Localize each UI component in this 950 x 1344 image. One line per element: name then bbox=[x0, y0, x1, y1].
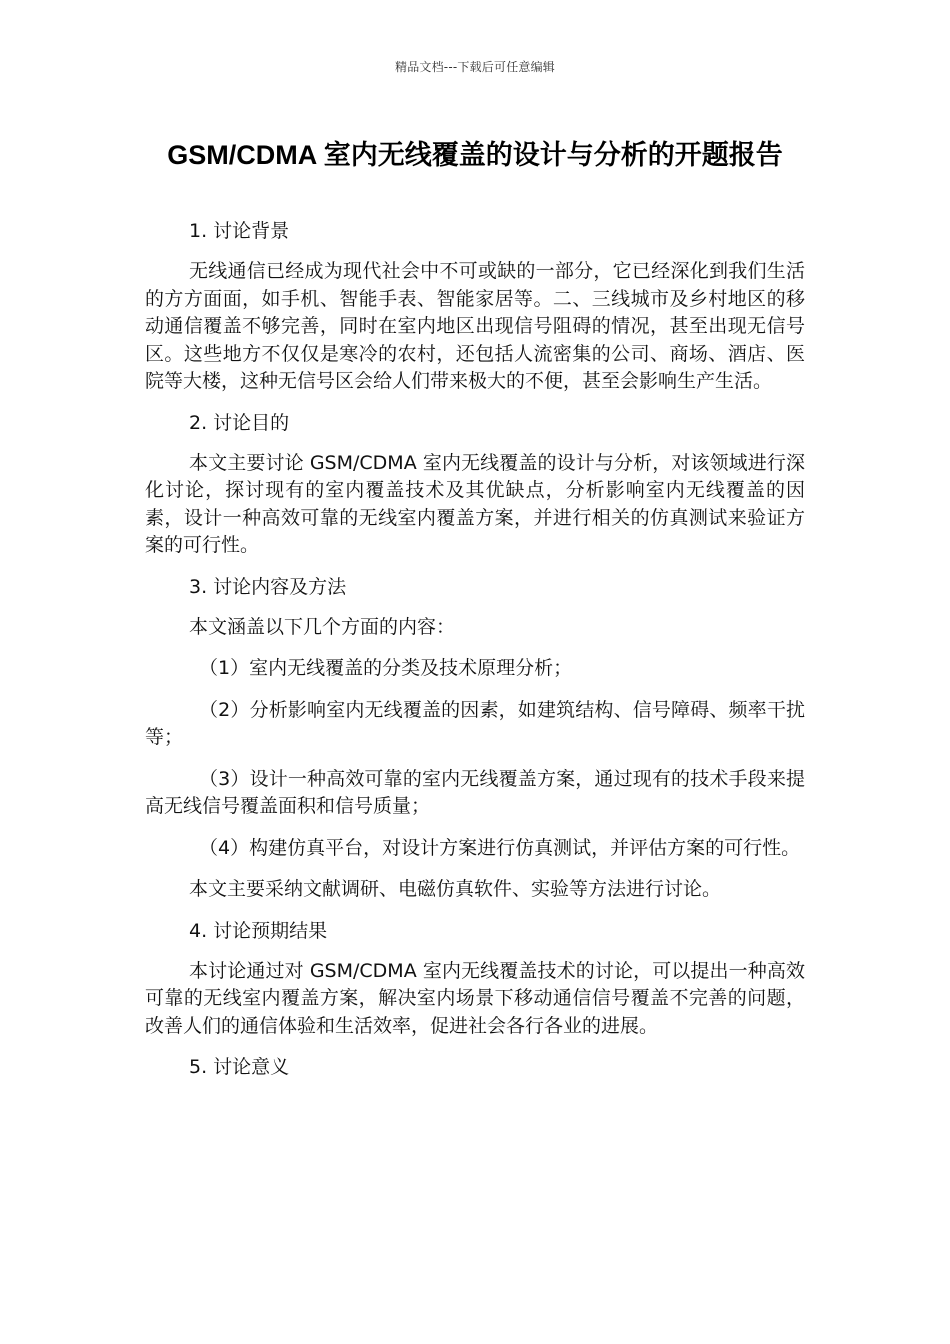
document-title: GSM/CDMA 室内无线覆盖的设计与分析的开题报告 bbox=[167, 140, 783, 170]
section-heading-expected-results: 4. 讨论预期结果 bbox=[189, 919, 328, 942]
content-list-item: （2）分析影响室内无线覆盖的因素，如建筑结构、信号障碍、频率干扰等； bbox=[145, 698, 805, 748]
document-body bbox=[145, 218, 805, 1094]
purpose-paragraph: 本文主要讨论 GSM/CDMA 室内无线覆盖的设计与分析，对该领域进行深化讨论，探讨现有的室内覆盖技术及其优缺点，分析影响室内无线覆盖的因素，设计一种高效可靠的无线室内覆盖方案，并进行相关的仿真测试来验证方案的可行性。 bbox=[145, 451, 805, 556]
content-list-item: （1）室内无线覆盖的分类及技术原理分析； bbox=[199, 657, 573, 679]
section-heading-significance: 5. 讨论意义 bbox=[189, 1056, 290, 1078]
content-intro-paragraph: 本文涵盖以下几个方面的内容： bbox=[189, 615, 456, 638]
section-heading-content-methods: 3. 讨论内容及方法 bbox=[189, 575, 347, 598]
section-heading-purpose: 2. 讨论目的 bbox=[189, 411, 290, 434]
methods-paragraph: 本文主要采纳文献调研、电磁仿真软件、实验等方法进行讨论。 bbox=[189, 878, 722, 900]
expected-results-paragraph: 本讨论通过对 GSM/CDMA 室内无线覆盖技术的讨论，可以提出一种高效可靠的无线室内覆盖方案，解决室内场景下移动通信信号覆盖不完善的问题，改善人们的通信体验和生活效率，促进社会各行各业的进展。 bbox=[145, 959, 805, 1037]
background-paragraph: 无线通信已经成为现代社会中不可或缺的一部分，它已经深化到我们生活的方方面面，如手机、智能手表、智能家居等。二、三线城市及乡村地区的移动通信覆盖不够完善，同时在室内地区出现信号阻碍的情况，甚至出现无信号区。这些地方不仅仅是寒冷的农村，还包括人流密集的公司、商场、酒店、医院等大楼，这种无信号区会给人们带来极大的不便，甚至会影响生产生活。 bbox=[145, 260, 805, 392]
content-list-item: （3）设计一种高效可靠的室内无线覆盖方案，通过现有的技术手段来提高无线信号覆盖面积和信号质量； bbox=[145, 767, 805, 817]
section-heading-background: 1. 讨论背景 bbox=[189, 220, 290, 242]
header-note: 精品文档---下载后可任意编辑 bbox=[395, 60, 555, 74]
content-list-item: （4）构建仿真平台，对设计方案进行仿真测试，并评估方案的可行性。 bbox=[199, 836, 801, 859]
